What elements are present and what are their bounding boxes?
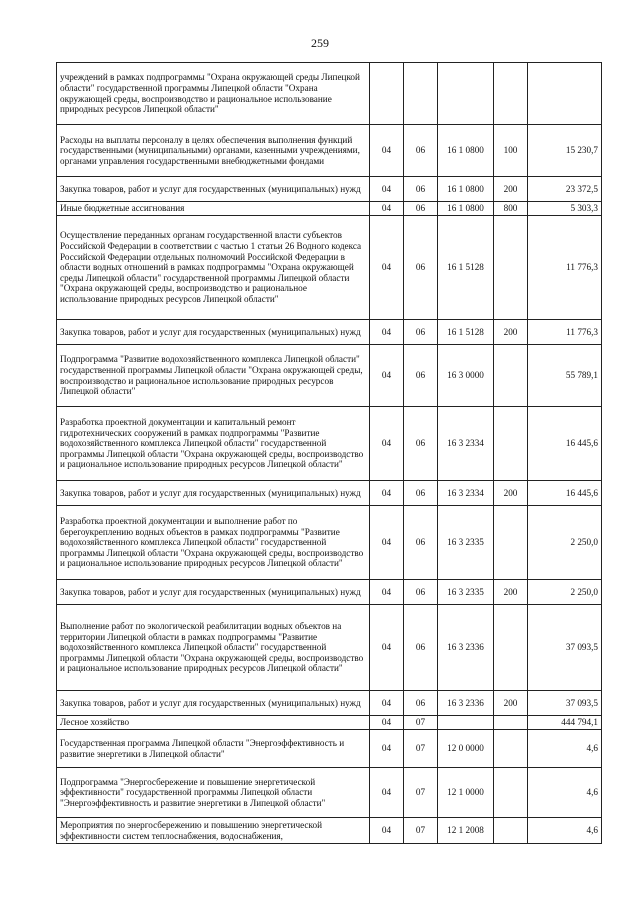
- row-rz: 04: [370, 177, 404, 202]
- row-name: Закупка товаров, работ и услуг для государственных (муниципальных) нужд: [57, 580, 370, 605]
- budget-table-body: [57, 63, 602, 844]
- row-rz: 04: [370, 730, 404, 768]
- table-row: [57, 818, 602, 844]
- row-name: учреждений в рамках подпрограммы "Охрана окружающей среды Липецкой области" государственной программы Липецкой области "Охрана окружающей среды, воспроизводство и рациональное использование природных ресурсов Липецкой области": [57, 63, 370, 125]
- row-csr: 16 3 2336: [438, 605, 494, 691]
- row-name: Выполнение работ по экологической реабилитации водных объектов на территории Липецкой области в рамках подпрограммы "Развитие водохозяйственного комплекса Липецкой области" государственной программы Липецкой области "Охрана окружающей среды, воспроизводство и рациональное использование природных ресурсов Липецкой области": [57, 605, 370, 691]
- row-pr: 06: [404, 345, 438, 407]
- row-pr: 06: [404, 580, 438, 605]
- budget-table: [56, 62, 602, 844]
- row-sum: 11 776,3: [528, 320, 602, 345]
- row-vr: 200: [494, 177, 528, 202]
- row-sum: 5 303,3: [528, 202, 602, 216]
- row-vr: [494, 716, 528, 730]
- row-name: Закупка товаров, работ и услуг для государственных (муниципальных) нужд: [57, 177, 370, 202]
- row-csr: 16 1 0800: [438, 125, 494, 177]
- row-pr: 06: [404, 125, 438, 177]
- table-row: [57, 506, 602, 580]
- row-pr: 06: [404, 605, 438, 691]
- row-name: Закупка товаров, работ и услуг для государственных (муниципальных) нужд: [57, 691, 370, 716]
- row-rz: [370, 63, 404, 125]
- row-rz: 04: [370, 481, 404, 506]
- row-rz: 04: [370, 202, 404, 216]
- row-csr: 12 0 0000: [438, 730, 494, 768]
- row-sum: 16 445,6: [528, 407, 602, 481]
- row-sum: 11 776,3: [528, 216, 602, 320]
- row-pr: 06: [404, 506, 438, 580]
- table-row: [57, 691, 602, 716]
- row-name: Мероприятия по энергосбережению и повышению энергетической эффективности систем теплоснабжения, водоснабжения,: [57, 818, 370, 844]
- row-name: Закупка товаров, работ и услуг для государственных (муниципальных) нужд: [57, 481, 370, 506]
- row-vr: 800: [494, 202, 528, 216]
- row-csr: 12 1 2008: [438, 818, 494, 844]
- row-vr: [494, 407, 528, 481]
- row-name: Подпрограмма "Энергосбережение и повышение энергетической эффективности" государственной программы Липецкой области "Энергоэффективность и развитие энергетики в Липецкой области": [57, 768, 370, 818]
- row-vr: [494, 345, 528, 407]
- row-rz: 04: [370, 605, 404, 691]
- row-pr: 06: [404, 407, 438, 481]
- row-sum: 4,6: [528, 730, 602, 768]
- row-pr: 07: [404, 730, 438, 768]
- table-row: [57, 730, 602, 768]
- row-csr: 16 3 2335: [438, 580, 494, 605]
- row-rz: 04: [370, 768, 404, 818]
- table-row: [57, 407, 602, 481]
- row-sum: 2 250,0: [528, 580, 602, 605]
- row-vr: [494, 506, 528, 580]
- row-pr: 06: [404, 216, 438, 320]
- row-sum: [528, 63, 602, 125]
- row-csr: 16 3 2336: [438, 691, 494, 716]
- row-csr: 16 3 0000: [438, 345, 494, 407]
- row-vr: [494, 768, 528, 818]
- table-row: [57, 177, 602, 202]
- row-sum: 444 794,1: [528, 716, 602, 730]
- row-rz: 04: [370, 716, 404, 730]
- row-sum: 4,6: [528, 818, 602, 844]
- row-csr: 16 3 2334: [438, 481, 494, 506]
- table-row: [57, 202, 602, 216]
- row-name: Разработка проектной документации и выполнение работ по берегоукреплению водных объектов в рамках подпрограммы "Развитие водохозяйственного комплекса Липецкой области" государственной программы Липецкой области "Охрана окружающей среды, воспроизводство и рациональное использование природных ресурсов Липецкой области": [57, 506, 370, 580]
- row-rz: 04: [370, 691, 404, 716]
- row-name: Государственная программа Липецкой области "Энергоэффективность и развитие энергетики в Липецкой области": [57, 730, 370, 768]
- row-sum: 15 230,7: [528, 125, 602, 177]
- table-row: [57, 125, 602, 177]
- row-vr: [494, 63, 528, 125]
- row-vr: 200: [494, 580, 528, 605]
- row-pr: 07: [404, 818, 438, 844]
- row-rz: 04: [370, 506, 404, 580]
- row-csr: 16 3 2335: [438, 506, 494, 580]
- row-rz: 04: [370, 320, 404, 345]
- row-pr: 06: [404, 202, 438, 216]
- row-pr: 07: [404, 716, 438, 730]
- row-csr: 16 1 5128: [438, 216, 494, 320]
- row-sum: 2 250,0: [528, 506, 602, 580]
- row-rz: 04: [370, 580, 404, 605]
- row-rz: 04: [370, 818, 404, 844]
- table-row: [57, 63, 602, 125]
- row-pr: [404, 63, 438, 125]
- row-rz: 04: [370, 125, 404, 177]
- row-csr: [438, 63, 494, 125]
- row-sum: 55 789,1: [528, 345, 602, 407]
- row-name: Лесное хозяйство: [57, 716, 370, 730]
- table-row: [57, 580, 602, 605]
- row-name: Разработка проектной документации и капитальный ремонт гидротехнических сооружений в рамках подпрограммы "Развитие водохозяйственного комплекса Липецкой области" государственной программы Липецкой области "Охрана окружающей среды, воспроизводство и рациональное использование природных ресурсов Липецкой области": [57, 407, 370, 481]
- row-vr: 100: [494, 125, 528, 177]
- row-vr: [494, 730, 528, 768]
- row-vr: 200: [494, 481, 528, 506]
- row-csr: 12 1 0000: [438, 768, 494, 818]
- row-vr: [494, 605, 528, 691]
- row-vr: 200: [494, 320, 528, 345]
- row-vr: [494, 216, 528, 320]
- row-pr: 06: [404, 177, 438, 202]
- row-vr: 200: [494, 691, 528, 716]
- row-rz: 04: [370, 345, 404, 407]
- row-sum: 37 093,5: [528, 605, 602, 691]
- row-name: Иные бюджетные ассигнования: [57, 202, 370, 216]
- table-row: [57, 345, 602, 407]
- row-rz: 04: [370, 216, 404, 320]
- row-pr: 06: [404, 481, 438, 506]
- row-pr: 06: [404, 320, 438, 345]
- row-csr: 16 3 2334: [438, 407, 494, 481]
- table-row: [57, 481, 602, 506]
- row-csr: 16 1 0800: [438, 177, 494, 202]
- row-pr: 06: [404, 691, 438, 716]
- row-name: Закупка товаров, работ и услуг для государственных (муниципальных) нужд: [57, 320, 370, 345]
- page-number: 259: [311, 36, 329, 50]
- row-name: Осуществление переданных органам государственной власти субъектов Российской Федерации в соответствии с частью 1 статьи 26 Водного кодекса Российской Федерации отдельных полномочий Российской Федерации в области водных отношений в рамках подпрограммы "Охрана окружающей среды Липецкой области" государственной программы Липецкой области "Охрана окружающей среды, воспроизводство и рациональное использование природных ресурсов Липецкой области": [57, 216, 370, 320]
- row-csr: 16 1 5128: [438, 320, 494, 345]
- row-vr: [494, 818, 528, 844]
- row-sum: 23 372,5: [528, 177, 602, 202]
- row-pr: 07: [404, 768, 438, 818]
- table-row: [57, 716, 602, 730]
- row-csr: [438, 716, 494, 730]
- table-row: [57, 768, 602, 818]
- table-row: [57, 216, 602, 320]
- table-row: [57, 605, 602, 691]
- row-rz: 04: [370, 407, 404, 481]
- row-sum: 37 093,5: [528, 691, 602, 716]
- row-csr: 16 1 0800: [438, 202, 494, 216]
- table-row: [57, 320, 602, 345]
- row-sum: 16 445,6: [528, 481, 602, 506]
- row-name: Подпрограмма "Развитие водохозяйственного комплекса Липецкой области" государственной программы Липецкой области "Охрана окружающей среды, воспроизводство и рациональное использование природных ресурсов Липецкой области": [57, 345, 370, 407]
- row-name: Расходы на выплаты персоналу в целях обеспечения выполнения функций государственными (муниципальными) органами, казенными учреждениями, органами управления государственными внебюджетными фондами: [57, 125, 370, 177]
- row-sum: 4,6: [528, 768, 602, 818]
